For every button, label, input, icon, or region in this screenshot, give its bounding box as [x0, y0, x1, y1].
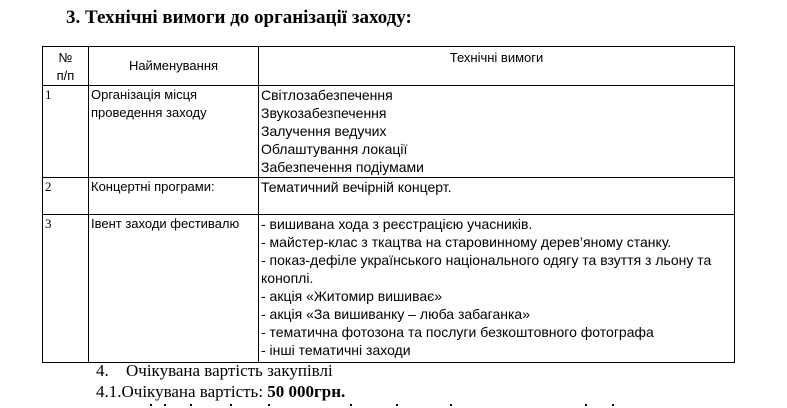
header-number-symbol: №	[58, 50, 73, 65]
requirement-item: - майстер-клас з ткацтва на старовинному дерев’яному станку.	[261, 234, 672, 250]
row-name: Івент заходи фестивалю	[89, 215, 259, 363]
requirement-item: - акція «Житомир вишиває»	[261, 288, 443, 304]
requirements-table	[42, 46, 735, 363]
row-name: Концертні програми:	[89, 178, 259, 215]
cost-section-number: 4.	[96, 361, 109, 380]
row-number: 1	[43, 86, 89, 178]
requirement-item: - показ-дефіле українського національного одягу та взуття з льону та коноплі.	[261, 252, 712, 286]
table-row	[43, 178, 735, 215]
header-number	[43, 47, 89, 86]
requirement-item: Залучення ведучих	[261, 123, 387, 139]
row-number: 2	[43, 178, 89, 215]
table-header-row	[43, 47, 735, 86]
header-requirements: Технічні вимоги	[259, 47, 735, 86]
expected-cost-label: 4.1.Очікувана вартість:	[96, 382, 268, 401]
requirement-item: Облаштування локації	[261, 141, 408, 157]
requirement-item: Тематичний вечірній концерт.	[261, 179, 452, 195]
cost-section-heading	[96, 361, 333, 381]
table-row	[43, 86, 735, 178]
expected-cost-value: 50 000грн.	[267, 382, 346, 401]
row-requirements	[259, 86, 735, 178]
requirement-item: Забезпечення подіумами	[261, 159, 424, 175]
requirement-item: - інші тематичні заходи	[261, 342, 411, 358]
row-requirements	[259, 178, 735, 215]
expected-cost-line	[96, 382, 345, 402]
section-heading: 3. Технічні вимоги до організації заходу:	[66, 7, 412, 28]
table-row	[43, 215, 735, 363]
requirement-item: - акція «За вишиванку – люба забаганка»	[261, 306, 530, 322]
requirement-item: - тематична фотозона та послуги безкоштовного фотографа	[261, 324, 654, 340]
requirement-item: - вишивана хода з реєстрацією учасників.	[261, 216, 533, 232]
row-number: 3	[43, 215, 89, 363]
header-number-abbr: п/п	[56, 68, 75, 83]
clipped-text-line	[0, 404, 787, 408]
cost-section-title: Очікувана вартість закупівлі	[126, 361, 333, 380]
row-requirements	[259, 215, 735, 363]
requirement-item: Світлозабезпечення	[261, 87, 393, 103]
header-name: Найменування	[89, 47, 259, 86]
requirement-item: Звукозабезпечення	[261, 105, 387, 121]
row-name: Організація місця проведення заходу	[89, 86, 259, 178]
